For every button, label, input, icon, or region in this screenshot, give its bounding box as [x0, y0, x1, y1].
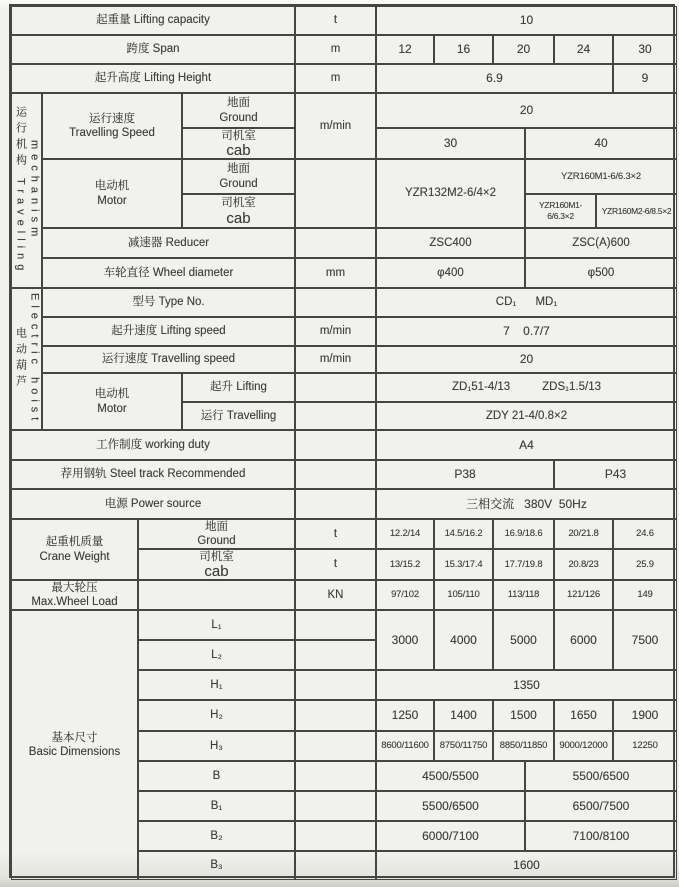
unit-dim-H3-empty	[295, 731, 376, 761]
value-steel-track-right: P43	[554, 460, 677, 489]
row-label-hoist-travelling-speed: 运行速度 Travelling speed	[42, 346, 295, 373]
ts-ground-en: Ground	[219, 111, 258, 124]
row-label-max-wheel-load	[11, 580, 138, 610]
value-B1-left: 5500/6500	[376, 791, 525, 821]
sublabel-dim-B1: B₁	[138, 791, 295, 821]
value-B-right: 5500/6500	[525, 761, 677, 791]
sublabel-hoist-motor-lifting: 起升 Lifting	[182, 373, 295, 402]
travelling-speed-label-zh: 运行速度	[89, 112, 135, 125]
value-lifting-height-main: 6.9	[376, 64, 613, 93]
value-cw-cab-5: 25.9	[613, 549, 677, 580]
sublabel-hoist-motor-travelling: 运行 Travelling	[182, 402, 295, 430]
row-label-working-duty: 工作制度 working duty	[11, 430, 295, 460]
hoist-motor-label-en: Motor	[97, 402, 127, 415]
unit-lifting-capacity: t	[295, 6, 376, 35]
value-mwl-5: 149	[613, 580, 677, 610]
value-hoist-motor-lifting: ZD₁51-4/13 ZDS₁1.5/13	[376, 373, 677, 402]
crane-weight-label-en: Crane Weight	[39, 550, 110, 563]
value-H2-3: 1500	[493, 700, 554, 731]
value-B-left: 4500/5500	[376, 761, 525, 791]
sublabel-dim-B2: B₂	[138, 821, 295, 851]
ts-cab-zh: 司机室	[221, 129, 256, 142]
value-type-no: CD₁ MD₁	[376, 288, 677, 317]
value-H3-4: 9000/12000	[554, 731, 613, 761]
value-H3-2: 8750/11750	[434, 731, 493, 761]
cw-cab-zh: 司机室	[199, 550, 234, 563]
unit-hoist-motor-lifting-empty	[295, 373, 376, 402]
unit-hoist-travelling-speed: m/min	[295, 346, 376, 373]
hoist-motor-label-zh: 电动机	[94, 388, 130, 401]
row-label-crane-weight	[11, 519, 138, 580]
sublabel-mwl-empty	[138, 580, 295, 610]
value-H2-2: 1400	[434, 700, 493, 731]
row-label-basic-dimensions	[11, 610, 138, 880]
value-H3-3: 8850/11850	[493, 731, 554, 761]
unit-power-source-empty	[295, 489, 376, 519]
value-H3-1: 8600/11600	[376, 731, 434, 761]
value-reducer-left: ZSC400	[376, 228, 525, 258]
value-motor-main: YZR132M2-6/4×2	[376, 159, 525, 228]
crane-spec-table	[9, 4, 675, 878]
unit-dim-B2-empty	[295, 821, 376, 851]
bd-label-zh: 基本尺寸	[51, 731, 98, 744]
unit-travelling-speed: m/min	[295, 93, 376, 159]
value-cw-cab-3: 17.7/19.8	[493, 549, 554, 580]
section-label-electric-hoist: 电动葫芦 Electric hoist	[14, 292, 41, 426]
sublabel-dim-L1: L₁	[138, 610, 295, 640]
value-mwl-2: 105/110	[434, 580, 493, 610]
row-label-lifting-capacity: 起重量 Lifting capacity	[11, 6, 295, 35]
unit-steel-track-empty	[295, 460, 376, 489]
unit-motor-empty	[295, 159, 376, 228]
mwl-label-en: Max.Wheel Load	[31, 596, 118, 608]
cw-ground-zh: 地面	[205, 520, 228, 533]
value-H2-5: 1900	[613, 700, 677, 731]
value-ts-ground: 20	[376, 93, 677, 128]
row-label-reducer: 减速器 Reducer	[42, 228, 295, 258]
row-label-span: 跨度 Span	[11, 35, 295, 64]
unit-max-wheel-load: KN	[295, 580, 376, 610]
sublabel-ts-cab	[182, 128, 295, 159]
unit-type-no-empty	[295, 288, 376, 317]
unit-wheel-diameter: mm	[295, 258, 376, 288]
value-hoist-motor-travelling: ZDY 21-4/0.8×2	[376, 402, 677, 430]
value-lifting-height-last: 9	[613, 64, 677, 93]
sublabel-dim-H1: H₁	[138, 670, 295, 700]
value-B1-right: 6500/7500	[525, 791, 677, 821]
value-power-source: 三相交流 380V 50Hz	[376, 489, 677, 519]
value-span-30: 30	[613, 35, 677, 64]
value-motor-ground-right: YZR160M1-6/6.3×2	[525, 159, 677, 194]
motor-cab-zh: 司机室	[221, 197, 256, 210]
sublabel-cw-cab	[138, 549, 295, 580]
unit-dim-L1-empty	[295, 610, 376, 640]
value-wheel-diameter-left: φ400	[376, 258, 525, 288]
value-cw-ground-3: 16.9/18.6	[493, 519, 554, 549]
unit-dim-B-empty	[295, 761, 376, 791]
value-cw-cab-1: 13/15.2	[376, 549, 434, 580]
motor-label-zh: 电动机	[94, 180, 130, 193]
value-cw-ground-1: 12.2/14	[376, 519, 434, 549]
value-mwl-3: 113/118	[493, 580, 554, 610]
section-strip-electric-hoist	[11, 288, 42, 430]
value-H3-5: 12250	[613, 731, 677, 761]
value-cw-ground-4: 20/21.8	[554, 519, 613, 549]
ts-ground-zh: 地面	[227, 97, 250, 110]
unit-cw-cab: t	[295, 549, 376, 580]
value-B2-right: 7100/8100	[525, 821, 677, 851]
row-label-motor	[42, 159, 182, 228]
value-span-24: 24	[554, 35, 613, 64]
value-hoist-travelling-speed: 20	[376, 346, 677, 373]
value-L-5: 7500	[613, 610, 677, 670]
row-label-lifting-height: 起升高度 Lifting Height	[11, 64, 295, 93]
value-span-20: 20	[493, 35, 554, 64]
motor-ground-en: Ground	[219, 177, 258, 190]
sublabel-ts-ground	[182, 93, 295, 128]
sublabel-dim-L2: L₂	[138, 640, 295, 670]
value-cw-cab-2: 15.3/17.4	[434, 549, 493, 580]
value-cw-ground-5: 24.6	[613, 519, 677, 549]
row-label-travelling-speed	[42, 93, 182, 159]
unit-dim-B1-empty	[295, 791, 376, 821]
cw-ground-en: Ground	[197, 535, 236, 547]
value-ts-cab-right: 40	[525, 128, 677, 159]
unit-reducer-empty	[295, 228, 376, 258]
unit-hoist-motor-travelling-empty	[295, 402, 376, 430]
value-motor-cab-right-2: YZR160M2-6/8.5×2	[596, 194, 677, 228]
value-B2-left: 6000/7100	[376, 821, 525, 851]
value-H1: 1350	[376, 670, 677, 700]
sublabel-dim-B: B	[138, 761, 295, 791]
value-mwl-4: 121/126	[554, 580, 613, 610]
value-B3: 1600	[376, 851, 677, 880]
sublabel-motor-cab	[182, 194, 295, 228]
unit-span: m	[295, 35, 376, 64]
value-cw-cab-4: 20.8/23	[554, 549, 613, 580]
crane-weight-label-zh: 起重机质量	[45, 536, 104, 549]
value-mwl-1: 97/102	[376, 580, 434, 610]
unit-hoist-lifting-speed: m/min	[295, 317, 376, 346]
value-L-3: 5000	[493, 610, 554, 670]
value-span-12: 12	[376, 35, 434, 64]
value-motor-cab-right-1: YZR160M1-6/6.3×2	[525, 194, 596, 228]
unit-cw-ground: t	[295, 519, 376, 549]
motor-label-en: Motor	[97, 194, 127, 207]
row-label-hoist-lifting-speed: 起升速度 Lifting speed	[42, 317, 295, 346]
value-hoist-lifting-speed: 7 0.7/7	[376, 317, 677, 346]
row-label-type-no: 型号 Type No.	[42, 288, 295, 317]
value-L-1: 3000	[376, 610, 434, 670]
value-working-duty: A4	[376, 430, 677, 460]
ts-cab-en: cab	[226, 142, 251, 159]
sublabel-dim-H2: H₂	[138, 700, 295, 731]
unit-working-duty-empty	[295, 430, 376, 460]
value-reducer-right: ZSC(A)600	[525, 228, 677, 258]
motor-cab-en: cab	[226, 209, 251, 227]
value-ts-cab-left: 30	[376, 128, 525, 159]
value-H2-1: 1250	[376, 700, 434, 731]
value-H2-4: 1650	[554, 700, 613, 731]
value-steel-track-left: P38	[376, 460, 554, 489]
sublabel-dim-B3: B₃	[138, 851, 295, 880]
unit-dim-H2-empty	[295, 700, 376, 731]
unit-dim-L2-empty	[295, 640, 376, 670]
value-L-2: 4000	[434, 610, 493, 670]
travelling-speed-label-en: Travelling Speed	[69, 127, 155, 139]
sublabel-motor-ground	[182, 159, 295, 194]
row-label-steel-track: 荐用钢轨 Steel track Recommended	[11, 460, 295, 489]
unit-dim-B3-empty	[295, 851, 376, 880]
unit-dim-H1-empty	[295, 670, 376, 700]
row-label-wheel-diameter: 车轮直径 Wheel diameter	[42, 258, 295, 288]
value-L-4: 6000	[554, 610, 613, 670]
row-label-hoist-motor	[42, 373, 182, 430]
bd-label-en: Basic Dimensions	[28, 746, 121, 758]
unit-lifting-height: m	[295, 64, 376, 93]
sublabel-dim-H3: H₃	[138, 731, 295, 761]
sublabel-cw-ground	[138, 519, 295, 549]
motor-ground-zh: 地面	[227, 163, 250, 176]
value-cw-ground-2: 14.5/16.2	[434, 519, 493, 549]
value-span-16: 16	[434, 35, 493, 64]
value-lifting-capacity: 10	[376, 6, 677, 35]
section-strip-travelling-mechanism	[11, 93, 42, 288]
section-label-travelling-mechanism: 运行机构 Travelling mechanism	[14, 105, 41, 276]
mwl-label-zh: 最大轮压	[51, 581, 98, 594]
cw-cab-en: cab	[204, 563, 229, 580]
value-wheel-diameter-right: φ500	[525, 258, 677, 288]
row-label-power-source: 电源 Power source	[11, 489, 295, 519]
